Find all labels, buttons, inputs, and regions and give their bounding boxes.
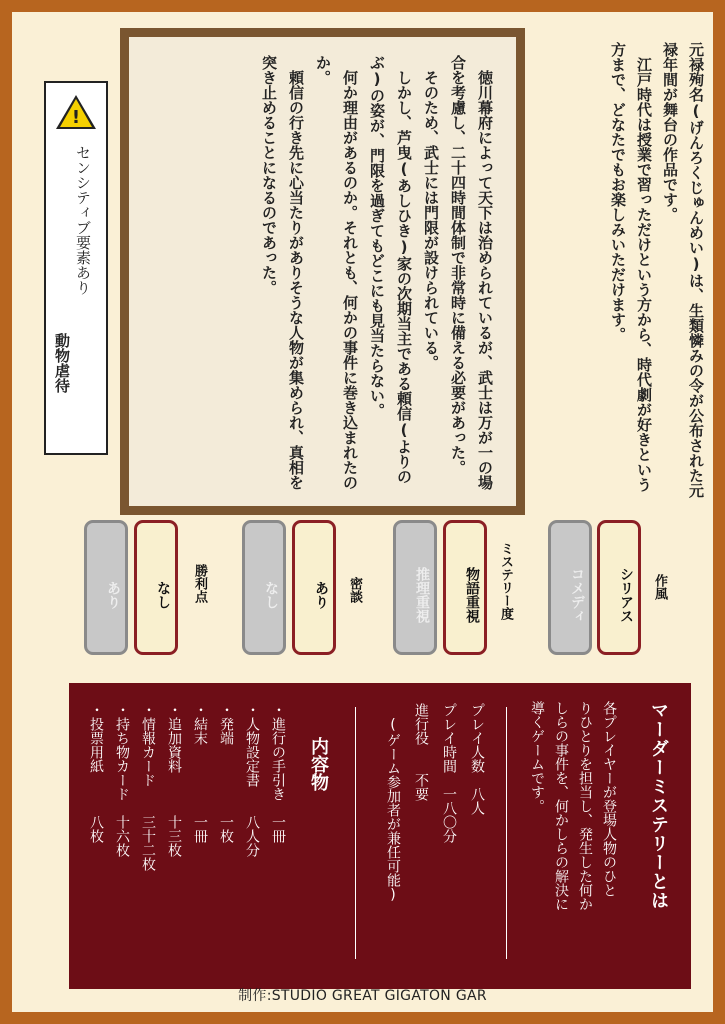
murder-mystery-title: マーダーミステリーとは [648,701,669,910]
contents-item: ・追加資料 十三枚 [166,703,182,857]
divider [355,707,356,959]
story-paragraph: 徳川幕府によって天下は治められているが、武士は万が一の場合を考慮し、二十四時間体制で非常時に備える必要があった。 [449,55,494,490]
locked-room-option-none: なし [242,520,286,655]
contents-item: ・人物設定書 八人分 [244,703,260,857]
murder-mystery-description: 各プレイヤーが登場人物のひと りひとりを担当し、発生した何か しらの事件を、何かしらの解決に 導くゲームです。 [529,701,617,911]
story-text [255,55,498,495]
contents-item: ・投票用紙 八枚 [88,703,104,843]
intro-line: 江戸時代は授業で習っただけという方から、時代劇が好きという方まで、どなたでもお楽しみいただけます。 [609,42,653,492]
contents-item: ・情報カード 三十二枚 [140,703,156,871]
mystery-option-story: 物語重視 [443,520,487,655]
play-info-line: プレイ人数 八人 [469,703,485,815]
locked-room-option-yes: あり [292,520,336,655]
warning-label: センシティブ要素あり [74,145,92,295]
intro-line: 元禄殉名(げんろくじゅんめい)は、生類憐みの令が公布された元禄年間が舞台の作品です。 [661,42,705,498]
warning-item: 動物虐待 [53,333,71,393]
story-paragraph: 何か理由があるのか。それとも、何かの事件に巻き込まれたのか。 [314,55,359,490]
play-info [379,703,491,973]
production-credit: 制作:STUDIO GREAT GIGATON GAR [238,988,487,1004]
style-option-comedy: コメディ [548,520,592,655]
contents-item: ・結末 一冊 [192,703,208,843]
win-points-option-none: なし [134,520,178,655]
style-category-label: 作風 [652,574,667,600]
story-paragraph: そのため、武士には門限が設けられている。 [422,70,440,370]
win-points-category-label: 勝利点 [192,564,207,603]
play-info-line: プレイ時間 一八〇分 [441,703,457,843]
sensitive-warning-box: ! センシティブ要素あり 動物虐待 [44,81,108,455]
contents-list [83,703,291,963]
contents-title: 内容物 [308,737,329,791]
story-paragraph: 頼信の行き先に心当たりがありそうな人物が集められ、真相を突き止めることになるのであった。 [260,55,305,490]
play-info-line: 進行役 不要 [413,703,429,801]
play-info-line: (ゲーム参加者が兼任可能) [385,703,401,903]
style-option-serious: シリアス [597,520,641,655]
divider [506,707,507,959]
mystery-category-label: ミステリー度 [498,542,513,620]
win-points-option-yes: あり [84,520,128,655]
intro-text [537,42,709,502]
mystery-option-deduction: 推理重視 [393,520,437,655]
contents-item: ・持ち物カード 十六枚 [114,703,130,857]
flyer-page [12,12,713,1012]
contents-item: ・発端 一枚 [218,703,234,843]
story-panel [129,37,516,506]
locked-room-category-label: 密談 [347,577,362,603]
game-info-panel [69,683,691,989]
story-paragraph: しかし、芦曳(あしひき)家の次期当主である頼信(よりのぶ)の姿が、門限を過ぎてもどこにも見当たらない。 [368,55,413,484]
contents-item: ・進行の手引き 一冊 [270,703,286,843]
